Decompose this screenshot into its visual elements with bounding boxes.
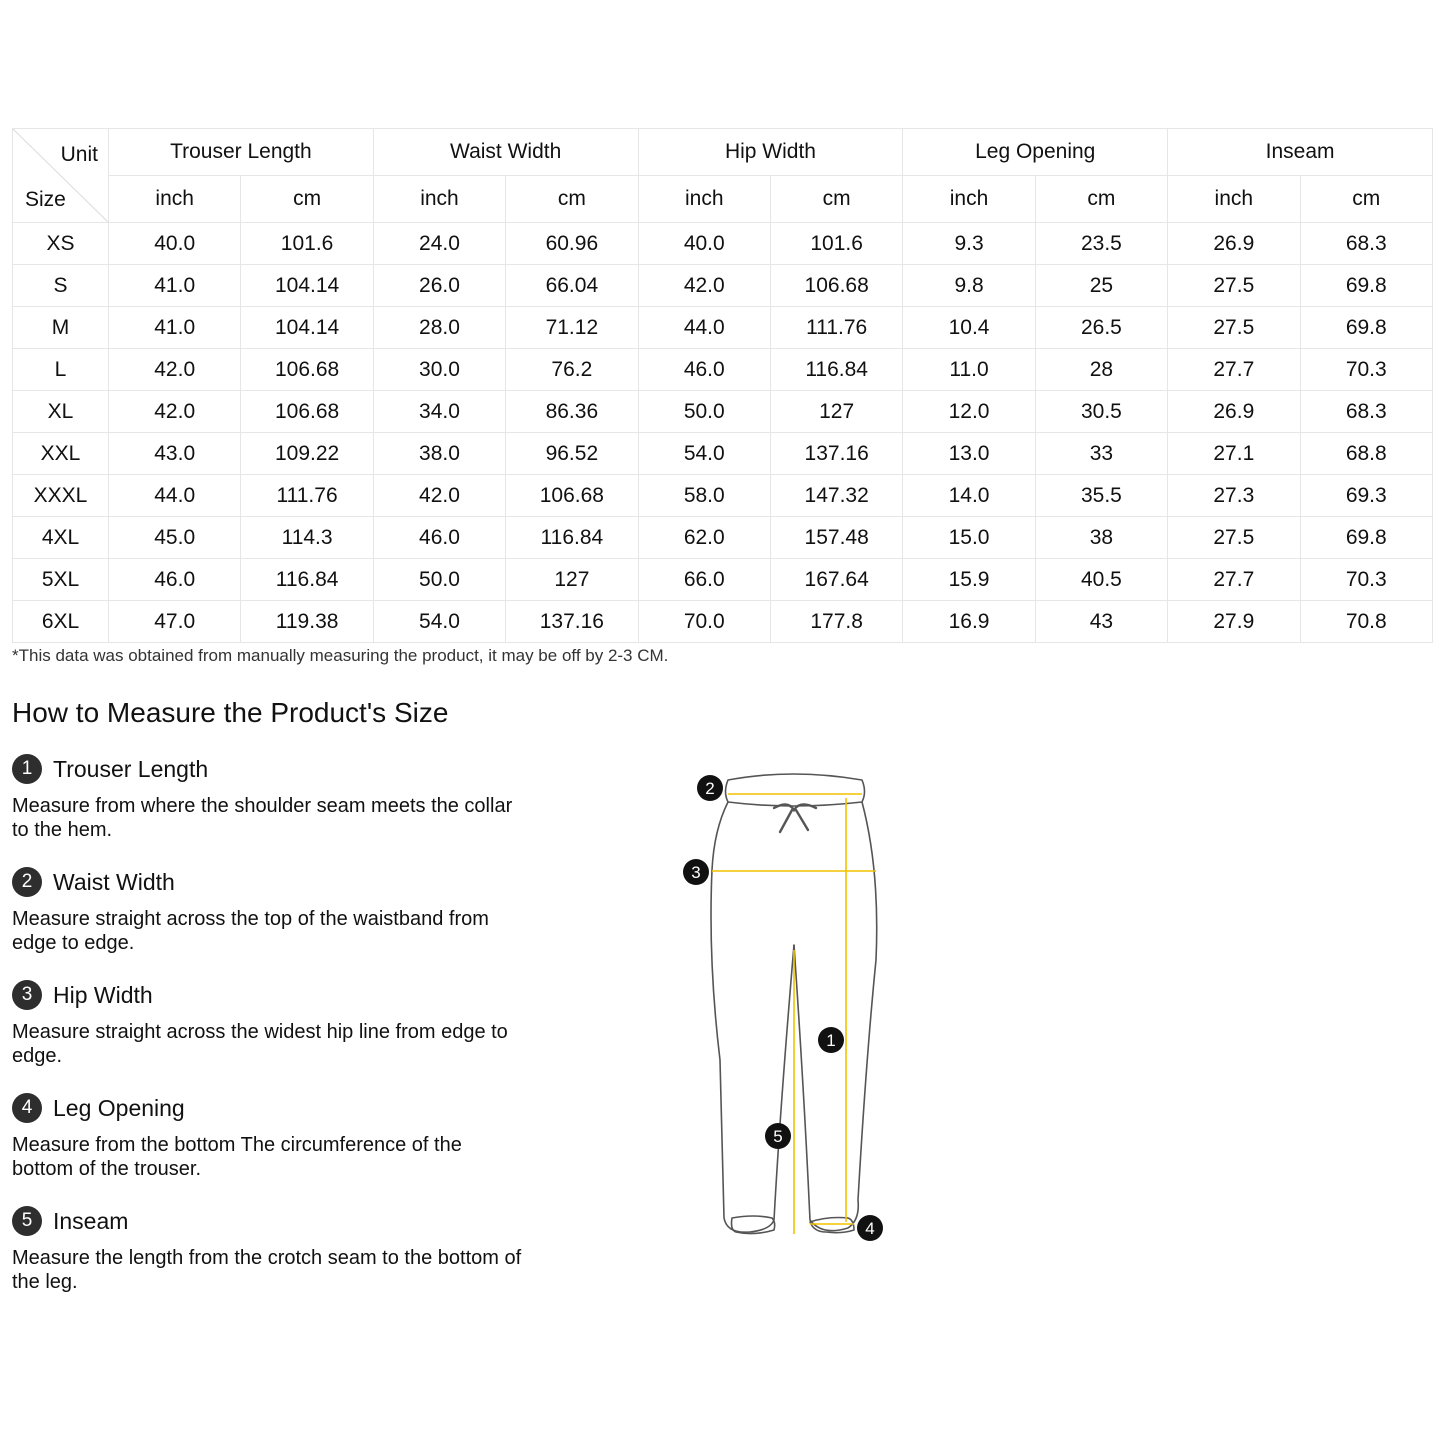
size-label-cell: L <box>13 349 109 391</box>
unit-header: cm <box>241 176 373 223</box>
measurement-cell: 9.3 <box>903 223 1035 265</box>
measurement-cell: 43.0 <box>109 433 241 475</box>
step-trouser-length <box>12 753 532 842</box>
measurement-cell: 24.0 <box>373 223 505 265</box>
measurement-cell: 40.0 <box>109 223 241 265</box>
measurement-cell: 167.64 <box>770 559 902 601</box>
table-row <box>13 223 1433 265</box>
measurement-cell: 69.3 <box>1300 475 1432 517</box>
unit-header: inch <box>903 176 1035 223</box>
measurement-cell: 34.0 <box>373 391 505 433</box>
size-label-cell: 6XL <box>13 601 109 643</box>
measurement-cell: 25 <box>1035 265 1167 307</box>
measurement-cell: 46.0 <box>109 559 241 601</box>
unit-header: inch <box>109 176 241 223</box>
corner-size-label: Size <box>25 188 66 211</box>
measurement-cell: 14.0 <box>903 475 1035 517</box>
measurement-cell: 111.76 <box>770 307 902 349</box>
measurement-cell: 127 <box>506 559 638 601</box>
measurement-cell: 119.38 <box>241 601 373 643</box>
table-row <box>13 601 1433 643</box>
unit-header: cm <box>1035 176 1167 223</box>
measurement-cell: 27.5 <box>1168 307 1300 349</box>
measurement-cell: 12.0 <box>903 391 1035 433</box>
table-row <box>13 265 1433 307</box>
measurement-cell: 116.84 <box>506 517 638 559</box>
measurement-cell: 106.68 <box>506 475 638 517</box>
measurement-cell: 62.0 <box>638 517 770 559</box>
measurement-cell: 15.9 <box>903 559 1035 601</box>
measurement-cell: 68.8 <box>1300 433 1432 475</box>
measurement-cell: 26.9 <box>1168 223 1300 265</box>
size-label-cell: 4XL <box>13 517 109 559</box>
table-header-units <box>13 176 1433 223</box>
measurement-cell: 42.0 <box>109 349 241 391</box>
measurement-cell: 27.7 <box>1168 559 1300 601</box>
unit-header: inch <box>373 176 505 223</box>
step-number-badge: 4 <box>12 1093 42 1123</box>
measurement-cell: 28.0 <box>373 307 505 349</box>
measurement-cell: 30.5 <box>1035 391 1167 433</box>
size-chart-table <box>12 128 1433 643</box>
measurement-cell: 33 <box>1035 433 1167 475</box>
measurement-cell: 27.5 <box>1168 517 1300 559</box>
measurement-cell: 71.12 <box>506 307 638 349</box>
measurement-cell: 137.16 <box>506 601 638 643</box>
size-label-cell: XS <box>13 223 109 265</box>
measurement-cell: 42.0 <box>638 265 770 307</box>
marker-3-label: 3 <box>691 863 701 882</box>
table-row <box>13 517 1433 559</box>
step-title: Trouser Length <box>53 755 209 782</box>
measurement-cell: 109.22 <box>241 433 373 475</box>
measurement-cell: 106.68 <box>241 391 373 433</box>
measurement-cell: 104.14 <box>241 307 373 349</box>
measurement-cell: 116.84 <box>241 559 373 601</box>
marker-3-badge <box>683 859 709 885</box>
measurement-cell: 114.3 <box>241 517 373 559</box>
measurement-cell: 45.0 <box>109 517 241 559</box>
step-description: Measure straight across the top of the waistband from edge to edge. <box>12 908 489 954</box>
measurement-lines <box>712 794 876 1234</box>
table-row <box>13 391 1433 433</box>
measurement-cell: 69.8 <box>1300 265 1432 307</box>
step-title: Waist Width <box>53 868 175 895</box>
measurement-cell: 70.3 <box>1300 349 1432 391</box>
measurement-cell: 70.8 <box>1300 601 1432 643</box>
measurement-cell: 43 <box>1035 601 1167 643</box>
group-header: Hip Width <box>638 129 903 176</box>
measurement-cell: 70.3 <box>1300 559 1432 601</box>
unit-header: inch <box>638 176 770 223</box>
measurement-cell: 13.0 <box>903 433 1035 475</box>
measurement-cell: 27.5 <box>1168 265 1300 307</box>
measurement-cell: 66.0 <box>638 559 770 601</box>
measurement-cell: 40.0 <box>638 223 770 265</box>
measurement-cell: 46.0 <box>373 517 505 559</box>
marker-2-badge <box>697 775 723 801</box>
step-number-badge: 3 <box>12 980 42 1010</box>
measurement-cell: 50.0 <box>638 391 770 433</box>
measurement-cell: 137.16 <box>770 433 902 475</box>
measurement-cell: 26.9 <box>1168 391 1300 433</box>
measurement-cell: 58.0 <box>638 475 770 517</box>
measurement-cell: 177.8 <box>770 601 902 643</box>
trouser-measurement-diagram <box>670 760 900 1250</box>
measurement-note: *This data was obtained from manually measuring the product, it may be off by 2-3 CM. <box>12 646 669 665</box>
measurement-cell: 42.0 <box>109 391 241 433</box>
marker-4-label: 4 <box>865 1219 875 1238</box>
measurement-cell: 38 <box>1035 517 1167 559</box>
measurement-cell: 157.48 <box>770 517 902 559</box>
marker-2-label: 2 <box>705 779 715 798</box>
measurement-cell: 147.32 <box>770 475 902 517</box>
measurement-cell: 42.0 <box>373 475 505 517</box>
measurement-cell: 28 <box>1035 349 1167 391</box>
measurement-cell: 11.0 <box>903 349 1035 391</box>
step-title: Hip Width <box>53 981 153 1008</box>
measurement-cell: 47.0 <box>109 601 241 643</box>
step-inseam <box>12 1205 532 1294</box>
measurement-cell: 9.8 <box>903 265 1035 307</box>
how-to-measure-title: How to Measure the Product's Size <box>12 697 449 728</box>
measurement-cell: 27.9 <box>1168 601 1300 643</box>
measurement-cell: 127 <box>770 391 902 433</box>
measurement-cell: 27.1 <box>1168 433 1300 475</box>
marker-5-badge <box>765 1123 791 1149</box>
measurement-cell: 46.0 <box>638 349 770 391</box>
size-label-cell: 5XL <box>13 559 109 601</box>
measurement-cell: 70.0 <box>638 601 770 643</box>
measurement-cell: 27.7 <box>1168 349 1300 391</box>
table-row <box>13 307 1433 349</box>
group-header: Leg Opening <box>903 129 1168 176</box>
table-row <box>13 349 1433 391</box>
step-number-badge: 5 <box>12 1206 42 1236</box>
measurement-cell: 44.0 <box>109 475 241 517</box>
measurement-cell: 111.76 <box>241 475 373 517</box>
step-title: Inseam <box>53 1207 129 1234</box>
group-header: Inseam <box>1168 129 1433 176</box>
marker-1-label: 1 <box>826 1031 836 1050</box>
unit-header: cm <box>506 176 638 223</box>
measurement-cell: 66.04 <box>506 265 638 307</box>
marker-5-label: 5 <box>773 1127 783 1146</box>
measurement-cell: 16.9 <box>903 601 1035 643</box>
step-description: Measure from the bottom The circumference of the bottom of the trouser. <box>12 1134 462 1180</box>
measurement-cell: 106.68 <box>241 349 373 391</box>
size-label-cell: S <box>13 265 109 307</box>
measurement-cell: 23.5 <box>1035 223 1167 265</box>
measurement-cell: 104.14 <box>241 265 373 307</box>
measurement-cell: 96.52 <box>506 433 638 475</box>
measurement-cell: 68.3 <box>1300 223 1432 265</box>
measurement-cell: 106.68 <box>770 265 902 307</box>
measurement-cell: 86.36 <box>506 391 638 433</box>
measurement-cell: 68.3 <box>1300 391 1432 433</box>
measurement-cell: 35.5 <box>1035 475 1167 517</box>
measurement-cell: 26.0 <box>373 265 505 307</box>
step-waist-width <box>12 866 532 955</box>
table-header-groups <box>13 129 1433 176</box>
measurement-cell: 50.0 <box>373 559 505 601</box>
step-leg-opening <box>12 1092 532 1181</box>
measurement-cell: 44.0 <box>638 307 770 349</box>
size-label-cell: XXXL <box>13 475 109 517</box>
corner-unit-label: Unit <box>60 143 98 166</box>
group-header: Waist Width <box>373 129 638 176</box>
step-description: Measure straight across the widest hip line from edge to edge. <box>12 1021 508 1067</box>
measurement-cell: 26.5 <box>1035 307 1167 349</box>
measurement-cell: 116.84 <box>770 349 902 391</box>
table-row <box>13 475 1433 517</box>
measurement-cell: 76.2 <box>506 349 638 391</box>
measurement-cell: 15.0 <box>903 517 1035 559</box>
measurement-cell: 27.3 <box>1168 475 1300 517</box>
measurement-cell: 41.0 <box>109 307 241 349</box>
measurement-cell: 40.5 <box>1035 559 1167 601</box>
table-row <box>13 433 1433 475</box>
step-hip-width <box>12 979 532 1068</box>
group-header: Trouser Length <box>109 129 374 176</box>
size-label-cell: M <box>13 307 109 349</box>
measurement-cell: 30.0 <box>373 349 505 391</box>
unit-header: cm <box>770 176 902 223</box>
drawstring-icon <box>774 804 816 832</box>
step-title: Leg Opening <box>53 1094 185 1121</box>
measurement-cell: 101.6 <box>770 223 902 265</box>
measurement-cell: 54.0 <box>373 601 505 643</box>
measurement-cell: 69.8 <box>1300 517 1432 559</box>
table-corner-cell <box>13 129 109 223</box>
marker-1-badge <box>818 1027 844 1053</box>
measurement-cell: 41.0 <box>109 265 241 307</box>
unit-header: cm <box>1300 176 1432 223</box>
measurement-cell: 69.8 <box>1300 307 1432 349</box>
measurement-cell: 10.4 <box>903 307 1035 349</box>
marker-4-badge <box>857 1215 883 1241</box>
measurement-cell: 54.0 <box>638 433 770 475</box>
measurement-cell: 60.96 <box>506 223 638 265</box>
size-label-cell: XL <box>13 391 109 433</box>
step-number-badge: 2 <box>12 867 42 897</box>
measurement-cell: 38.0 <box>373 433 505 475</box>
step-number-badge: 1 <box>12 754 42 784</box>
table-body <box>13 223 1433 643</box>
size-label-cell: XXL <box>13 433 109 475</box>
measurement-cell: 101.6 <box>241 223 373 265</box>
unit-header: inch <box>1168 176 1300 223</box>
step-description: Measure from where the shoulder seam meets the collar to the hem. <box>12 795 513 841</box>
step-description: Measure the length from the crotch seam to the bottom of the leg. <box>12 1247 522 1293</box>
table-row <box>13 559 1433 601</box>
